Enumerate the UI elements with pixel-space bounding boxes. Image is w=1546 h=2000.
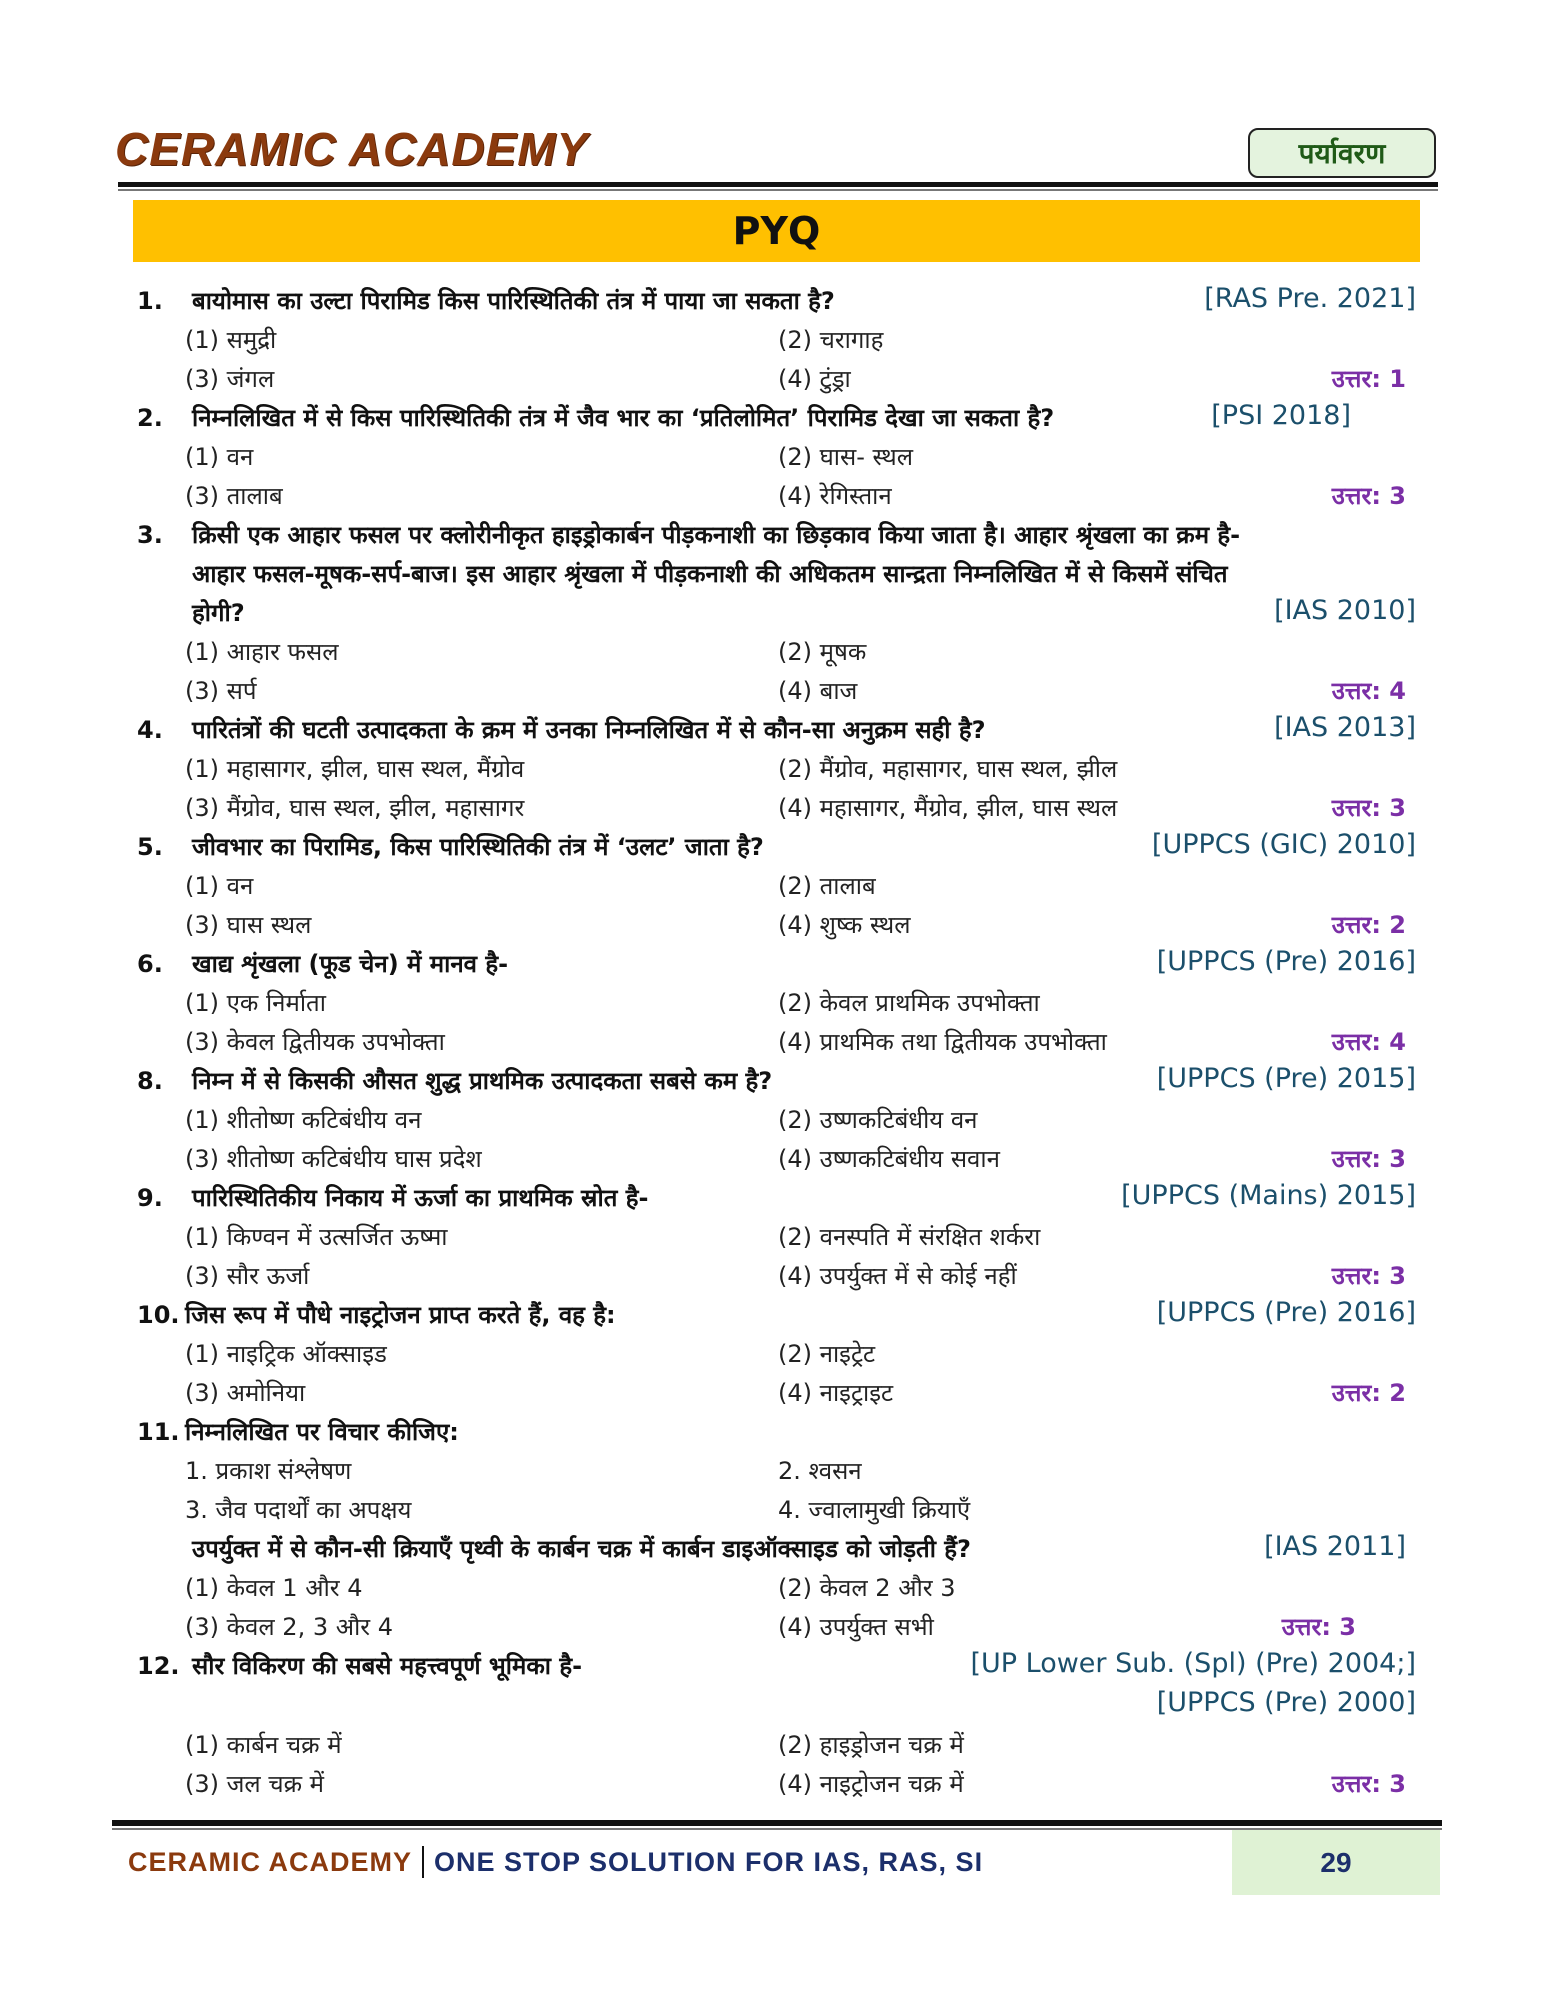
question-stem [137,1413,1417,1452]
option: (4) नाइट्राइट [778,1379,894,1407]
question-text: सौर विकिरण की सबसे महत्त्वपूर्ण भूमिका है- [192,1652,583,1680]
answer-label: उत्तर: 3 [1331,1145,1406,1173]
question-text-line: होगी? [192,599,245,627]
sub-question: उपर्युक्त में से कौन-सी क्रियाएँ पृथ्वी के कार्बन चक्र में कार्बन डाइऑक्साइड को जोड़ती हैं? [192,1535,971,1563]
question-stem [137,516,1417,555]
option: (2) केवल 2 और 3 [778,1574,956,1602]
option: (4) उष्णकटिबंधीय सवान [778,1145,1000,1173]
option: (3) घास स्थल [185,911,312,939]
option: (3) केवल द्वितीयक उपभोक्ता [185,1028,445,1056]
option: (3) जल चक्र में [185,1770,324,1798]
option: (2) मूषक [778,638,867,666]
option: (3) सर्प [185,677,257,705]
subject-badge: पर्यावरण [1248,128,1436,178]
question-text: पारितंत्रों की घटती उत्पादकता के क्रम में उनका निम्नलिखित में से कौन-सा अनुक्रम सही है? [192,716,986,744]
answer-label: उत्तर: 4 [1331,1028,1406,1056]
exam-source: [UPPCS (Mains) 2015] [1121,1180,1416,1211]
answer-label: उत्तर: 3 [1331,1770,1406,1798]
header-divider [118,182,1438,187]
header-divider-thin [118,189,1438,191]
question-number: 4. [137,716,163,744]
question-number: 11. [137,1418,180,1446]
footer-tagline: ONE STOP SOLUTION FOR IAS, RAS, SI [434,1846,984,1877]
exam-source: [UPPCS (Pre) 2000] [1156,1687,1416,1718]
option: (4) टुंड्रा [778,365,851,393]
option: (1) वन [185,872,254,900]
answer-label: उत्तर: 3 [1331,482,1406,510]
option: (2) केवल प्राथमिक उपभोक्ता [778,989,1040,1017]
exam-source: [UPPCS (Pre) 2015] [1156,1063,1416,1094]
option: (2) घास- स्थल [778,443,914,471]
option: (3) तालाब [185,482,283,510]
question-text: बायोमास का उल्टा पिरामिड किस पारिस्थितिकी तंत्र में पाया जा सकता है? [192,287,835,315]
option: (2) नाइट्रेट [778,1340,876,1368]
option: (2) उष्णकटिबंधीय वन [778,1106,978,1134]
exam-source: [IAS 2011] [1264,1531,1406,1562]
option: (3) शीतोष्ण कटिबंधीय घास प्रदेश [185,1145,482,1173]
footer-separator [422,1846,424,1878]
option: (4) उपर्युक्त सभी [778,1613,934,1641]
option: (1) समुद्री [185,326,277,354]
question-stem [137,711,1417,750]
answer-label: उत्तर: 2 [1331,911,1406,939]
question-number: 6. [137,950,163,978]
question-number: 10. [137,1301,180,1329]
exam-source: [UPPCS (GIC) 2010] [1151,829,1416,860]
question-number: 5. [137,833,163,861]
question-number: 1. [137,287,163,315]
option: (4) शुष्क स्थल [778,911,911,939]
footer-brand: CERAMIC ACADEMY [128,1846,412,1877]
answer-label: उत्तर: 3 [1331,794,1406,822]
statement: 2. श्वसन [778,1457,862,1485]
option: (4) बाज [778,677,858,705]
exam-source: [IAS 2013] [1274,712,1416,743]
answer-label: उत्तर: 3 [1281,1613,1356,1641]
question-text: निम्न में से किसकी औसत शुद्ध प्राथमिक उत्पादकता सबसे कम है? [192,1067,773,1095]
answer-label: उत्तर: 4 [1331,677,1406,705]
answer-label: उत्तर: 1 [1331,365,1406,393]
exam-source: [UPPCS (Pre) 2016] [1156,1297,1416,1328]
page-number: 29 [1320,1846,1352,1878]
option: (4) नाइट्रोजन चक्र में [778,1770,964,1798]
question-text: निम्नलिखित पर विचार कीजिए: [185,1418,459,1446]
answer-label: उत्तर: 3 [1331,1262,1406,1290]
option: (3) केवल 2, 3 और 4 [185,1613,393,1641]
section-title-bar [133,200,1420,262]
option: (1) महासागर, झील, घास स्थल, मैंग्रोव [185,755,525,783]
statement: 3. जैव पदार्थों का अपक्षय [185,1496,412,1524]
section-title: PYQ [732,209,821,253]
option: (4) उपर्युक्त में से कोई नहीं [778,1262,1017,1290]
option: (1) शीतोष्ण कटिबंधीय वन [185,1106,422,1134]
option: (1) एक निर्माता [185,989,326,1017]
question-number: 3. [137,521,163,549]
question-text-line: आहार फसल-मूषक-सर्प-बाज। इस आहार श्रृंखला में पीड़कनाशी की अधिकतम सान्द्रता निम्नलिखित में से किसमें संचित [192,560,1228,588]
footer-divider [112,1820,1442,1826]
option: (4) प्राथमिक तथा द्वितीयक उपभोक्ता [778,1028,1107,1056]
exam-source: [RAS Pre. 2021] [1204,283,1416,314]
question-text: पारिस्थितिकीय निकाय में ऊर्जा का प्राथमिक स्रोत है- [192,1184,649,1212]
option: (4) रेगिस्तान [778,482,892,510]
option: (1) कार्बन चक्र में [185,1731,342,1759]
exam-source: [UPPCS (Pre) 2016] [1156,946,1416,977]
option: (1) किण्वन में उत्सर्जित ऊष्मा [185,1223,448,1251]
question-text: खाद्य शृंखला (फूड चेन) में मानव है- [192,950,509,978]
question-number: 9. [137,1184,163,1212]
answer-label: उत्तर: 2 [1331,1379,1406,1407]
option: (2) तालाब [778,872,876,900]
question-text-line: क्रिसी एक आहार फसल पर क्लोरीनीकृत हाइड्रोकार्बन पीड़कनाशी का छिड़काव किया जाता है। आहार श्रृंखला का क्रम है- [192,521,1241,549]
option: (2) हाइड्रोजन चक्र में [778,1731,964,1759]
question-number: 12. [137,1652,180,1680]
footer [128,1842,983,1882]
exam-source: [PSI 2018] [1211,400,1351,431]
exam-source: [UP Lower Sub. (Spl) (Pre) 2004;] [970,1648,1416,1679]
option: (2) मैंग्रोव, महासागर, घास स्थल, झील [778,755,1118,783]
question-number: 8. [137,1067,163,1095]
exam-source: [IAS 2010] [1274,595,1416,626]
question-number: 2. [137,404,163,432]
question-text: जिस रूप में पौधे नाइट्रोजन प्राप्त करते हैं, वह है: [185,1301,616,1329]
question-text: जीवभार का पिरामिड, किस पारिस्थितिकी तंत्र में ‘उलट’ जाता है? [192,833,764,861]
question-text: निम्नलिखित में से किस पारिस्थितिकी तंत्र में जैव भार का ‘प्रतिलोमित’ पिरामिड देखा जा सकता है? [192,404,1055,432]
statement: 1. प्रकाश संश्लेषण [185,1457,352,1485]
page-number-box [1232,1830,1440,1895]
option: (2) वनस्पति में संरक्षित शर्करा [778,1223,1041,1251]
option: (1) नाइट्रिक ऑक्साइड [185,1340,387,1368]
option: (3) जंगल [185,365,275,393]
option: (3) अमोनिया [185,1379,306,1407]
option: (4) महासागर, मैंग्रोव, झील, घास स्थल [778,794,1118,822]
option: (3) मैंग्रोव, घास स्थल, झील, महासागर [185,794,525,822]
statement: 4. ज्वालामुखी क्रियाएँ [778,1496,971,1524]
option: (1) आहार फसल [185,638,339,666]
option: (2) चरागाह [778,326,884,354]
option: (1) केवल 1 और 4 [185,1574,363,1602]
academy-logo-text: CERAMIC ACADEMY [115,123,589,175]
option: (1) वन [185,443,254,471]
option: (3) सौर ऊर्जा [185,1262,310,1290]
